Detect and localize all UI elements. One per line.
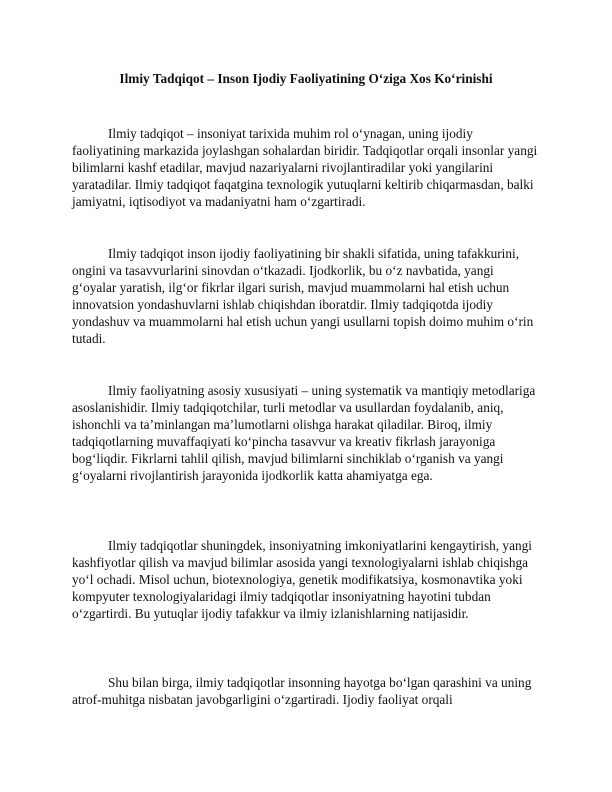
paragraph-4: Ilmiy tadqiqotlar shuningdek, insoniyatning imkoniyatlarini kengaytirish, yangi kashfiyotlar qilish va mavjud bilimlar asosida yangi texnologiyalarni ishlab chiqishga yo‘l ochadi. Misol uchun, biotexnologiya, genetik modifikatsiya, kosmonavtika yoki kompyuter texnologiyalaridagi ilmiy tadqiqotlar insoniyatning hayotini tubdan o‘zgartirdi. Bu yutuqlar ijodiy tafakkur va ilmiy izlanishlarning natijasidir.: [72, 538, 532, 621]
paragraph-3: Ilmiy faoliyatning asosiy xususiyati – uning systematik va mantiqiy metodlariga asoslanishidir. Ilmiy tadqiqotchilar, turli metodlar va usullardan foydalanib, aniq, ishonchli va ta’minlangan ma’lumotlarni olishga harakat qiladilar. Biroq, ilmiy tadqiqotlarning muvaffaqiyati ko‘pincha tasavvur va kreativ fikrlash jarayoniga bog‘liqdir. Fikrlarni tahlil qilish, mavjud bilimlarni sinchiklab o‘rganish va yangi g‘oyalarni rivojlantirish jarayonida ijodkorlik katta ahamiyatga ega.: [72, 383, 536, 483]
paragraph-2: Ilmiy tadqiqot inson ijodiy faoliyatining bir shakli sifatida, uning tafakkurini, ongini va tasavvurlarini sinovdan o‘tkazadi. Ijodkorlik, bu o‘z navbatida, yangi g‘oyalar yaratish, ilg‘or fikrlar ilgari surish, mavjud muammolarni hal etish uchun innovatsion yondashuvlarni ishlab chiqishdan iboratdir. Ilmiy tadqiqotda ijodiy yondashuv va muammolarni hal etish uchun yangi usullarni topish doimo muhim o‘rin tutadi.: [72, 246, 534, 346]
paragraph-5: Shu bilan birga, ilmiy tadqiqotlar insonning hayotga bo‘lgan qarashini va uning atrof-muhitga nisbatan javobgarligini o‘zgartiradi. Ijodiy faoliyat orqali: [72, 675, 532, 707]
paragraph-1: Ilmiy tadqiqot – insoniyat tarixida muhim rol o‘ynagan, uning ijodiy faoliyatining markazida joylashgan sohalardan biridir. Tadqiqotlar orqali insonlar yangi bilimlarni kashf etadilar, mavjud nazariyalarni rivojlantiradilar yoki yangilarini yaratadilar. Ilmiy tadqiqot faqatgina texnologik yutuqlarni keltirib chiqarmasdan, balki jamiyatni, iqtisodiyot va madaniyatni ham o‘zgartiradi.: [72, 126, 538, 209]
document-title: Ilmiy Tadqiqot – Inson Ijodiy Faoliyatining O‘ziga Xos Ko‘rinishi: [119, 71, 493, 86]
